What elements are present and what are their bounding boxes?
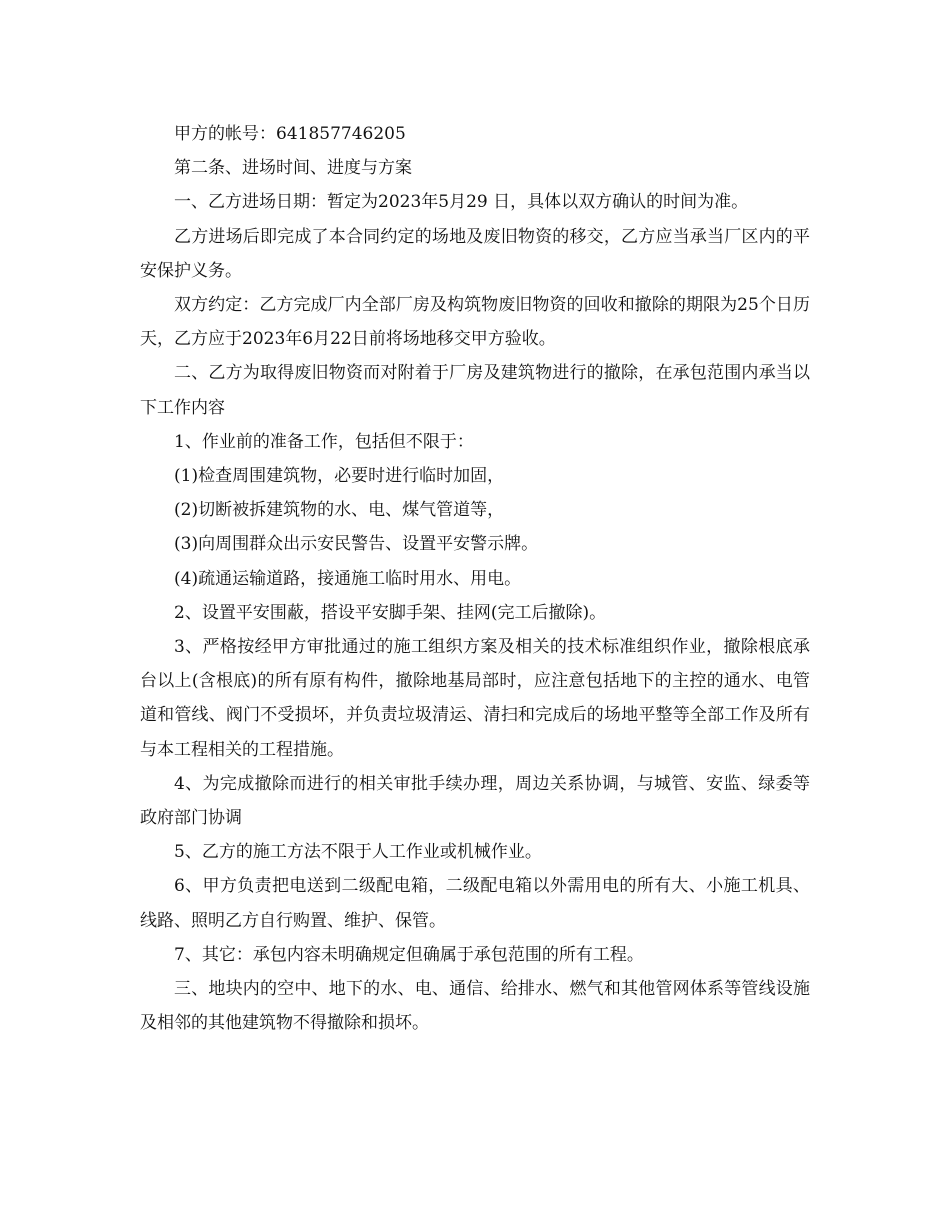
paragraph-item-3: 3、严格按经甲方审批通过的施工组织方案及相关的技术标准组织作业，撤除根底承台以上(含根底)的所有原有构件，撤除地基局部时，应注意包括地下的主控的通水、电管道和管线、阀门不受损坏，并负责垃圾清运、清扫和完成后的场地平整等全部工作及所有与本工程相关的工程措施。 xyxy=(140,637,810,760)
paragraph-item-6: 6、甲方负责把电送到二级配电箱，二级配电箱以外需用电的所有大、小施工机具、线路、照明乙方自行购置、维护、保管。 xyxy=(140,876,810,931)
paragraph-entry-date: 一、乙方进场日期：暂定为2023年5月29 日，具体以双方确认的时间为准。 xyxy=(174,192,749,213)
paragraph-scope: 二、乙方为取得废旧物资而对附着于厂房及建筑物进行的撤除，在承包范围内承当以下工作内容 xyxy=(140,363,810,418)
paragraph-item-1: 1、作业前的准备工作，包括但不限于： xyxy=(174,431,474,452)
paragraph-item-5: 5、乙方的施工方法不限于人工作业或机械作业。 xyxy=(174,842,542,863)
paragraph-subitem-4: (4)疏通运输道路，接通施工临时用水、用电。 xyxy=(174,568,522,589)
paragraph-agreement: 双方约定：乙方完成厂内全部厂房及构筑物废旧物资的回收和撤除的期限为25个日历天，乙方应于2023年6月22日前将场地移交甲方验收。 xyxy=(140,295,810,350)
paragraph-subitem-1: (1)检查周围建筑物，必要时进行临时加固， xyxy=(174,466,505,487)
paragraph-subitem-2: (2)切断被拆建筑物的水、电、煤气管道等， xyxy=(174,500,505,521)
paragraph-handover: 乙方进场后即完成了本合同约定的场地及废旧物资的移交，乙方应当承当厂区内的平安保护义务。 xyxy=(140,226,810,281)
document-page xyxy=(140,117,810,1040)
heading-article-2: 第二条、进场时间、进度与方案 xyxy=(174,158,412,179)
paragraph-account: 甲方的帐号：641857746205 xyxy=(174,124,406,144)
paragraph-section-3: 三、地块内的空中、地下的水、电、通信、给排水、燃气和其他管网体系等管线设施及相邻的其他建筑物不得撤除和损坏。 xyxy=(140,979,810,1034)
paragraph-item-2: 2、设置平安围蔽，搭设平安脚手架、挂网(完工后撤除)。 xyxy=(174,602,607,623)
paragraph-subitem-3: (3)向周围群众出示安民警告、设置平安警示牌。 xyxy=(174,534,539,555)
paragraph-item-4: 4、为完成撤除而进行的相关审批手续办理，周边关系协调，与城管、安监、绿委等政府部门协调 xyxy=(140,773,810,829)
paragraph-item-7: 7、其它：承包内容未明确规定但确属于承包范围的所有工程。 xyxy=(174,944,644,965)
